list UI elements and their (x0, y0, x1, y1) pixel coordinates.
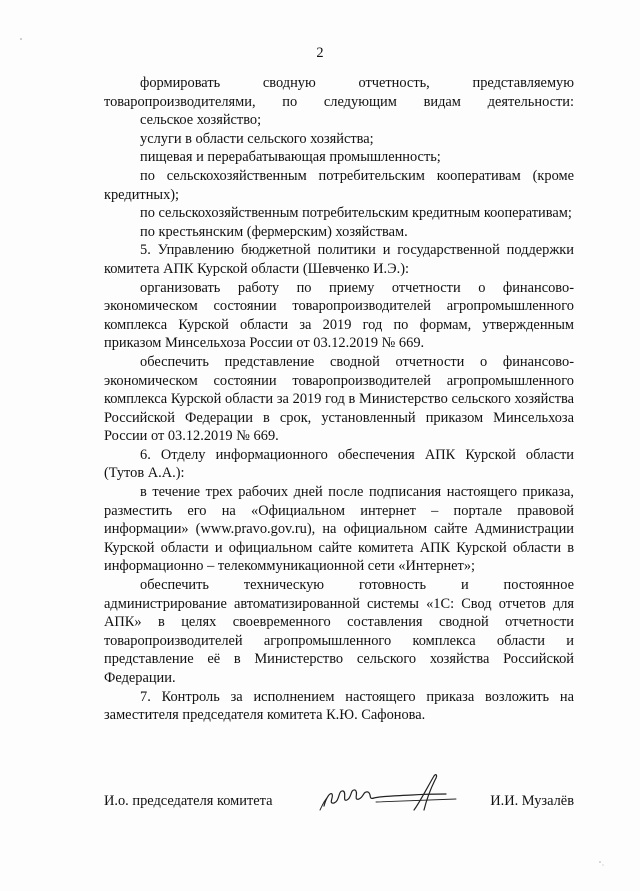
signatory-name: И.И. Музалёв (490, 793, 574, 809)
paragraph-technical-readiness: обеспечить техническую готовность и постоянное администрирование автоматизированной системы «1С: Свод отчетов для АПК» в целях своевременного составления сводной отчетности товаропроизводителей агропромышленного комплекса области и представление её в Министерство сельского хозяйства Российской Федерации. (104, 577, 574, 686)
handwritten-signature (316, 770, 476, 816)
paragraph-farms: по крестьянским (фермерским) хозяйствам. (140, 223, 408, 240)
paragraph-consumer-cooperatives: по сельскохозяйственным потребительским кооперативам (кроме кредитных); (104, 167, 574, 203)
paragraph-food-industry: пищевая и перерабатывающая промышленность; (140, 149, 441, 166)
paragraph-agriculture: сельское хозяйство; (140, 112, 262, 129)
paragraph-agri-services: услуги в области сельского хозяйства; (140, 130, 374, 147)
signature-block (104, 784, 574, 820)
paragraph-item-7: 7. Контроль за исполнением настоящего приказа возложить на заместителя председателя комитета К.Ю. Сафонова. (104, 688, 574, 724)
paragraph-item-5: 5. Управлению бюджетной политики и государственной поддержки комитета АПК Курской области (Шевченко И.Э.): (104, 242, 574, 277)
scan-dot-mark (596, 858, 606, 868)
paragraph-ensure-submission: обеспечить представление сводной отчетности о финансово-экономическом состоянии товаропроизводителей агропромышленного комплекса Курской области за 2019 год в Министерство сельского хозяйства Российской Федерации в срок, установленный приказом Минсельхоза России от 03.12.2019 № 669. (104, 353, 574, 445)
signatory-title: И.о. председателя комитета (104, 793, 273, 809)
paragraph-form-reporting: формировать сводную отчетность, представляемую товаропроизводителями, по следующим видам деятельности: (104, 75, 574, 110)
paragraph-item-6: 6. Отделу информационного обеспечения АПК Курской области (Тутов А.А.): (104, 446, 574, 482)
scan-dot-mark (18, 36, 24, 42)
paragraph-publish-order: в течение трех рабочих дней после подписания настоящего приказа, разместить его на «Официальном интернет – портале правовой информации» (www.pravo.gov.ru), на официальном сайте Администрации Курской области и официальном сайте комитета АПК Курской области в информационно – телекоммуникационной сети «Интернет»; (104, 484, 574, 575)
paragraph-credit-cooperatives: по сельскохозяйственным потребительским кредитным кооперативам; (140, 205, 572, 222)
paragraph-organize-work: организовать работу по приему отчетности о финансово-экономическом состоянии товаропроизводителей агропромышленного комплекса Курской области за 2019 год по формам, утвержденным приказом Минсельхоза России от 03.12.2019 № 669. (104, 279, 574, 352)
document-body (104, 74, 574, 725)
page-number: 2 (316, 45, 324, 61)
